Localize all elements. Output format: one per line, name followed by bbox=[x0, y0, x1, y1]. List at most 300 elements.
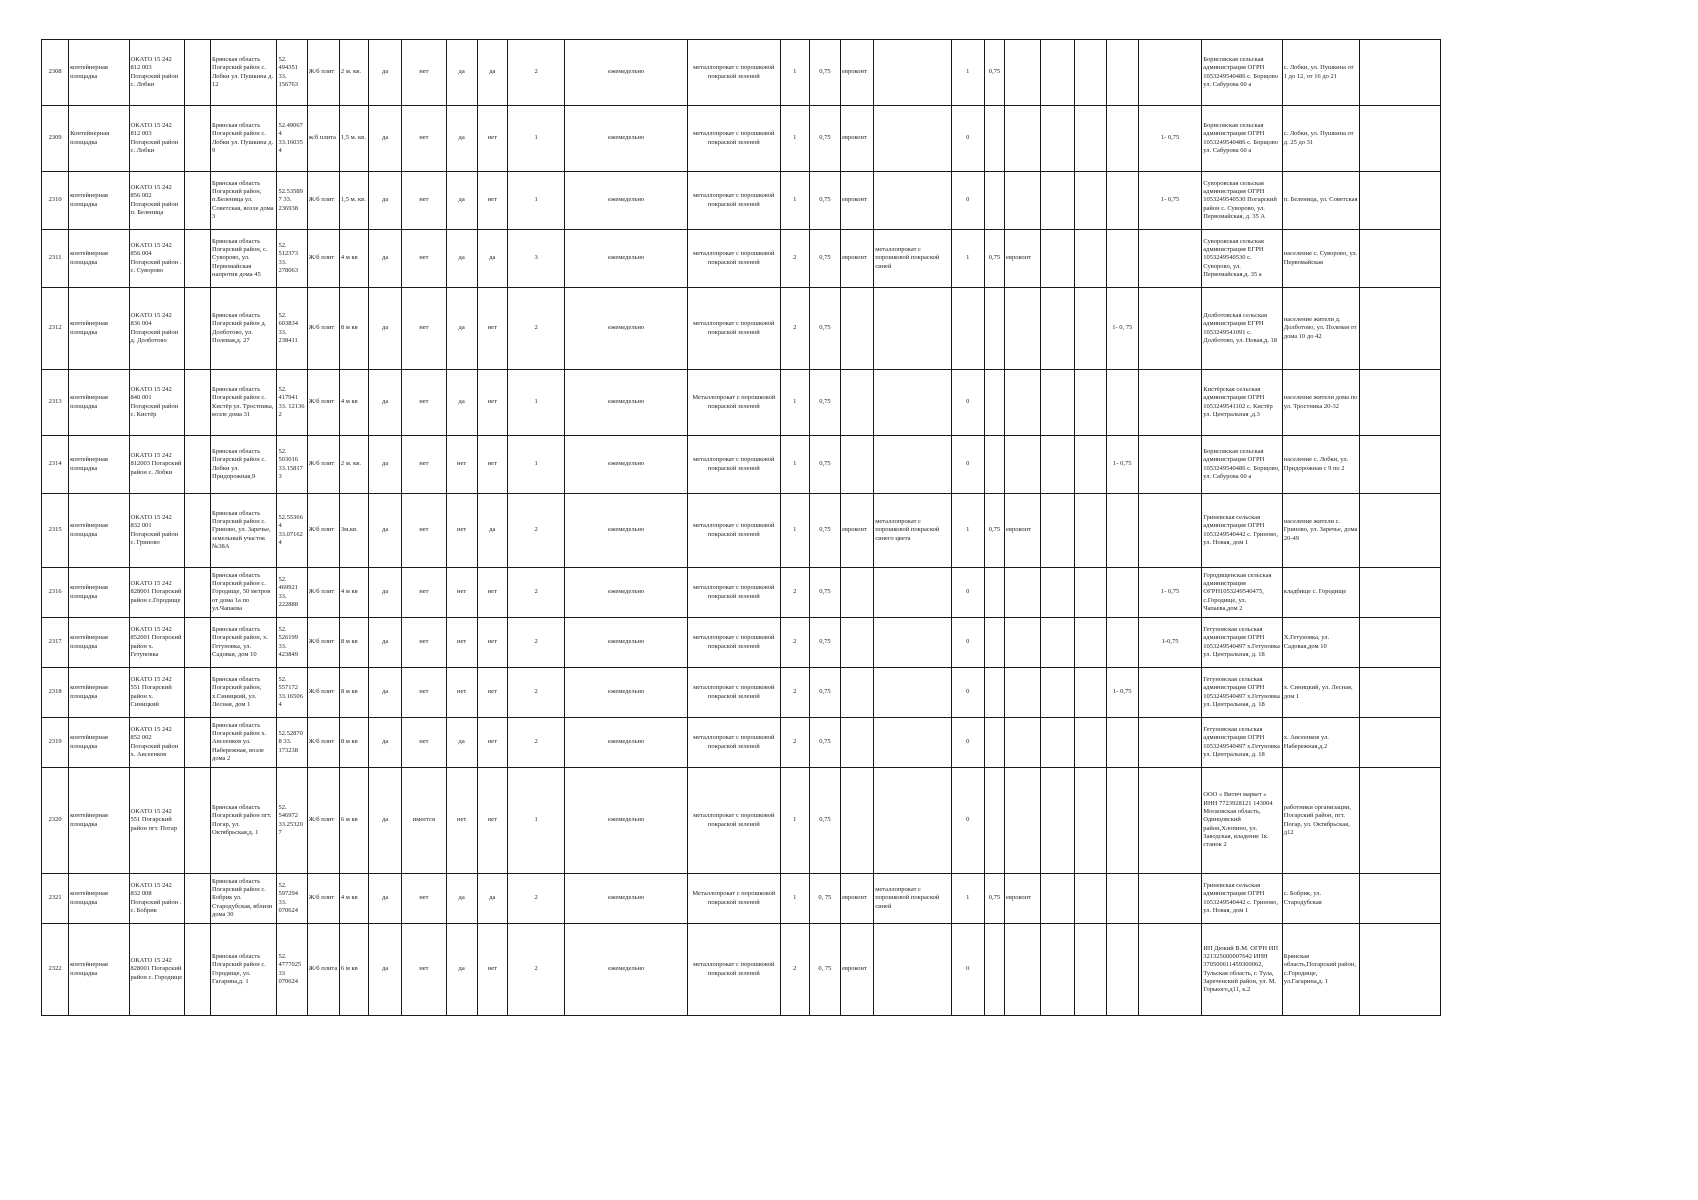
extra-cell-4: 1- 0,75 bbox=[1138, 106, 1201, 172]
waste-source-cell: с. Бобрик, ул. Стародубская bbox=[1282, 874, 1359, 924]
container-material2-cell bbox=[874, 568, 951, 618]
extra-cell-3 bbox=[1106, 768, 1138, 874]
site-type: контейнерная площадка bbox=[69, 568, 129, 618]
container-kind-cell: евроконт bbox=[841, 230, 874, 288]
table-row bbox=[42, 568, 1441, 618]
extra-cell-3 bbox=[1106, 924, 1138, 1016]
surface-cell: Ж/б плит bbox=[307, 40, 339, 106]
okato-cell: ОКАТО 15 242 812 003 Погарский район с. Лобки bbox=[129, 106, 184, 172]
container-volume2-cell: 0,75 bbox=[984, 494, 1004, 568]
containers-qty2-cell: 1 bbox=[951, 40, 984, 106]
extra-cell-3: 1- 0,75 bbox=[1106, 668, 1138, 718]
containers-qty-cell: 1 bbox=[780, 494, 809, 568]
access-cell: нет bbox=[477, 668, 507, 718]
okato-cell: ОКАТО 15 242 551 Погарский район х. Синицкий bbox=[129, 668, 184, 718]
container-volume-cell: 0,75 bbox=[809, 230, 840, 288]
schedule-cell: ежемедельно bbox=[565, 768, 688, 874]
container-volume-cell: 0,75 bbox=[809, 288, 840, 370]
row-number: 2309 bbox=[42, 106, 69, 172]
coordinates-cell: 52. 503016 33.15817 3 bbox=[277, 436, 307, 494]
container-material-cell: металлопрокат с порошковой покраской зеленой bbox=[688, 230, 781, 288]
surface-cell: Ж/б плит bbox=[307, 618, 339, 668]
surface-cell: Ж/б плит bbox=[307, 494, 339, 568]
fence-cell: да bbox=[369, 436, 402, 494]
container-kind2-cell bbox=[1005, 288, 1041, 370]
area-cell: 1,5 м. кв. bbox=[339, 172, 368, 230]
schedule-cell: ежемедельно bbox=[565, 718, 688, 768]
container-sites-table bbox=[41, 39, 1441, 1016]
owner-cell: Гриневская сельская администрация ОГРН 1053249540442 с. Гриново, ул. Новая, дом 1 bbox=[1202, 874, 1283, 924]
schedule-cell: ежемедельно bbox=[565, 568, 688, 618]
canopy-cell: нет bbox=[402, 718, 446, 768]
notes-cell bbox=[1360, 668, 1441, 718]
extra-cell-1 bbox=[1041, 568, 1075, 618]
container-volume-cell: 0,75 bbox=[809, 40, 840, 106]
containers-qty2-cell: 0 bbox=[951, 568, 984, 618]
okato-cell: ОКАТО 15 242 856 004 Погарский район . с. Суворово bbox=[129, 230, 184, 288]
fence-cell: да bbox=[369, 924, 402, 1016]
table-row bbox=[42, 436, 1441, 494]
notes-cell bbox=[1360, 768, 1441, 874]
container-kind2-cell: евроконт bbox=[1005, 874, 1041, 924]
container-kind2-cell bbox=[1005, 370, 1041, 436]
extra-cell-2 bbox=[1075, 370, 1106, 436]
surface-cell: Ж/б плит bbox=[307, 718, 339, 768]
coordinates-cell: 52.52870 8 33. 173238 bbox=[277, 718, 307, 768]
address-cell: Брянская область Погарский район с. Лобки ул. Придорожная,9 bbox=[211, 436, 277, 494]
okato-cell: ОКАТО 15 242 836 004 Погарский район д. Долботово bbox=[129, 288, 184, 370]
extra-cell-1 bbox=[1041, 106, 1075, 172]
waste-source-cell: с. Лобки, ул. Пушкина от д. 25 до 31 bbox=[1282, 106, 1359, 172]
container-material2-cell: металлопрокат с порошковой покраской синей bbox=[874, 230, 951, 288]
coordinates-cell: 52. 417941 33. 12136 2 bbox=[277, 370, 307, 436]
container-material2-cell bbox=[874, 288, 951, 370]
waste-source-cell: х. Синицкий, ул. Лесная, дом 1 bbox=[1282, 668, 1359, 718]
row-number: 2314 bbox=[42, 436, 69, 494]
container-volume-cell: 0,75 bbox=[809, 436, 840, 494]
notes-cell bbox=[1360, 924, 1441, 1016]
row-number: 2308 bbox=[42, 40, 69, 106]
table-row bbox=[42, 106, 1441, 172]
okato-cell: ОКАТО 15 242 840 001 Погарский район с. Кистёр bbox=[129, 370, 184, 436]
extra-cell-2 bbox=[1075, 106, 1106, 172]
area-cell: 6 м кв bbox=[339, 768, 368, 874]
table-row bbox=[42, 288, 1441, 370]
waste-source-cell: Брянская область,Погарский район, с.Городище, ул.Гагарина,д. 1 bbox=[1282, 924, 1359, 1016]
waste-source-cell: кладбище с. Городище bbox=[1282, 568, 1359, 618]
extra-cell-2 bbox=[1075, 494, 1106, 568]
okato-cell: ОКАТО 15 242 812 003 Погарский район с. Лобки bbox=[129, 40, 184, 106]
extra-cell-3 bbox=[1106, 718, 1138, 768]
fence-cell: да bbox=[369, 230, 402, 288]
containers-qty-cell: 1 bbox=[780, 172, 809, 230]
site-type: контейнерная площадка bbox=[69, 436, 129, 494]
containers-qty-cell: 1 bbox=[780, 874, 809, 924]
owner-cell: ИП Дюкий В.М. ОГРН ИП 321325600007642 ИНН 370500611459300062, Тульская область, г. Тула, Зареченский район, ул. М. Горького,д11, к.2 bbox=[1202, 924, 1283, 1016]
extra-cell-1 bbox=[1041, 40, 1075, 106]
extra-cell-4 bbox=[1138, 370, 1201, 436]
mark-cell bbox=[184, 768, 210, 874]
mark-cell bbox=[184, 436, 210, 494]
container-volume2-cell: 0,75 bbox=[984, 874, 1004, 924]
surface-cell: Ж/б плит bbox=[307, 668, 339, 718]
site-type: контейнерная площадка bbox=[69, 718, 129, 768]
container-material-cell: металлопрокат с порошковой покраской зеленой bbox=[688, 436, 781, 494]
table-row bbox=[42, 718, 1441, 768]
notes-cell bbox=[1360, 718, 1441, 768]
access-cell: да bbox=[477, 874, 507, 924]
extra-cell-2 bbox=[1075, 40, 1106, 106]
container-volume2-cell bbox=[984, 106, 1004, 172]
container-volume-cell: 0,75 bbox=[809, 618, 840, 668]
fence-cell: да bbox=[369, 568, 402, 618]
fence-cell: да bbox=[369, 768, 402, 874]
table-row bbox=[42, 768, 1441, 874]
mark-cell bbox=[184, 106, 210, 172]
extra-cell-1 bbox=[1041, 494, 1075, 568]
coordinates-cell: 52. 603834 33. 238411 bbox=[277, 288, 307, 370]
row-number: 2311 bbox=[42, 230, 69, 288]
mark-cell bbox=[184, 618, 210, 668]
containers-qty-cell: 1 bbox=[780, 106, 809, 172]
container-kind2-cell bbox=[1005, 172, 1041, 230]
canopy-cell: нет bbox=[402, 436, 446, 494]
address-cell: Брянская область Погарский район х. Авсеенков ул. Набережная, возле дома 2 bbox=[211, 718, 277, 768]
address-cell: Брянская область Погарский район с. Городище, 50 метров от дома 1а по ул.Чапаева bbox=[211, 568, 277, 618]
container-volume-cell: 0,75 bbox=[809, 172, 840, 230]
container-kind-cell: евроконт bbox=[841, 172, 874, 230]
container-kind-cell bbox=[841, 618, 874, 668]
container-count-cell: 2 bbox=[507, 874, 564, 924]
fence-cell: да bbox=[369, 172, 402, 230]
address-cell: Брянская область Погарский район с. Лобки ул. Пушкина д. 12 bbox=[211, 40, 277, 106]
container-count-cell: 2 bbox=[507, 668, 564, 718]
containers-qty-cell: 2 bbox=[780, 668, 809, 718]
container-material-cell: металлопрокат с порошковой покраской зеленой bbox=[688, 172, 781, 230]
container-kind-cell: евроконт bbox=[841, 40, 874, 106]
mark-cell bbox=[184, 874, 210, 924]
extra-cell-4 bbox=[1138, 494, 1201, 568]
container-count-cell: 2 bbox=[507, 568, 564, 618]
container-material-cell: металлопрокат с порошковой покраской зеленой bbox=[688, 568, 781, 618]
extra-cell-4 bbox=[1138, 924, 1201, 1016]
surface-cell: Ж/б плит bbox=[307, 370, 339, 436]
waste-source-cell: население с. Лобки, ул. Придорожная с 9 по 2 bbox=[1282, 436, 1359, 494]
schedule-cell: ежемедельно bbox=[565, 668, 688, 718]
surface-cell: Ж/б плит bbox=[307, 230, 339, 288]
row-number: 2312 bbox=[42, 288, 69, 370]
container-count-cell: 2 bbox=[507, 494, 564, 568]
container-material2-cell bbox=[874, 370, 951, 436]
extra-cell-4 bbox=[1138, 40, 1201, 106]
container-material-cell: металлопрокат с порошковой покраской зеленой bbox=[688, 618, 781, 668]
owner-cell: Гриневская сельская администрация ОГРН 1053249540442 с. Гриново, ул. Новая, дом 1 bbox=[1202, 494, 1283, 568]
owner-cell: Гетуновская сельская администрация ОГРН 1053249540497 х.Гетуновка ул. Центральная, д. 18 bbox=[1202, 618, 1283, 668]
coordinates-cell: 52.55366 4 33.07162 4 bbox=[277, 494, 307, 568]
containers-qty2-cell: 1 bbox=[951, 874, 984, 924]
container-volume-cell: 0,75 bbox=[809, 568, 840, 618]
lighting-cell: да bbox=[446, 40, 477, 106]
access-cell: нет bbox=[477, 618, 507, 668]
owner-cell: Борисовская сельская администрация ОГРН 1053249540486 с. Борщово ул. Сабурова 60 а bbox=[1202, 106, 1283, 172]
coordinates-cell: 52. 526199 33. 423849 bbox=[277, 618, 307, 668]
container-count-cell: 2 bbox=[507, 718, 564, 768]
address-cell: Брянская область Погарский район с. Кистёр ул. Тростника, возле дома 31 bbox=[211, 370, 277, 436]
notes-cell bbox=[1360, 230, 1441, 288]
container-kind2-cell: евроконт bbox=[1005, 494, 1041, 568]
area-cell: 4 м кв bbox=[339, 568, 368, 618]
canopy-cell: нет bbox=[402, 924, 446, 1016]
okato-cell: ОКАТО 15 242 832 008 Погарский район . с. Бобрик bbox=[129, 874, 184, 924]
area-cell: 1,5 м. кв. bbox=[339, 106, 368, 172]
schedule-cell: ежемедельно bbox=[565, 230, 688, 288]
containers-qty2-cell: 0 bbox=[951, 924, 984, 1016]
okato-cell: ОКАТО 15 242 828001 Погарский район с.Городище bbox=[129, 568, 184, 618]
notes-cell bbox=[1360, 618, 1441, 668]
notes-cell bbox=[1360, 40, 1441, 106]
container-material-cell: металлопрокат с порошковой покраской зеленой bbox=[688, 494, 781, 568]
surface-cell: ж/б плита bbox=[307, 106, 339, 172]
owner-cell: Борисовская сельская администрация ОГРН 1053249540486 с. Борщово, ул. Сабурова 60 а bbox=[1202, 436, 1283, 494]
container-material2-cell bbox=[874, 668, 951, 718]
area-cell: 8 м кв bbox=[339, 718, 368, 768]
access-cell: нет bbox=[477, 370, 507, 436]
lighting-cell: да bbox=[446, 106, 477, 172]
mark-cell bbox=[184, 668, 210, 718]
area-cell: 3м.кв. bbox=[339, 494, 368, 568]
lighting-cell: нет bbox=[446, 494, 477, 568]
lighting-cell: нет bbox=[446, 668, 477, 718]
extra-cell-2 bbox=[1075, 436, 1106, 494]
container-kind-cell bbox=[841, 768, 874, 874]
surface-cell: Ж/б плит bbox=[307, 568, 339, 618]
extra-cell-4 bbox=[1138, 668, 1201, 718]
okato-cell: ОКАТО 15 242 828001 Погарский район с. Городище bbox=[129, 924, 184, 1016]
area-cell: 8 м кв bbox=[339, 668, 368, 718]
container-volume-cell: 0,75 bbox=[809, 370, 840, 436]
container-volume2-cell bbox=[984, 718, 1004, 768]
okato-cell: ОКАТО 15 242 832 001 Погарский район с. Гриново bbox=[129, 494, 184, 568]
okato-cell: ОКАТО 15 242 812003 Погарский район с. Лобки bbox=[129, 436, 184, 494]
site-type: контейнерная площадка bbox=[69, 288, 129, 370]
site-type: контейнерная площадка bbox=[69, 924, 129, 1016]
table-row bbox=[42, 618, 1441, 668]
site-type: контейнерная площадка bbox=[69, 172, 129, 230]
container-kind-cell bbox=[841, 668, 874, 718]
notes-cell bbox=[1360, 568, 1441, 618]
site-type: контейнерная площадка bbox=[69, 668, 129, 718]
waste-source-cell: население жители д. Долботово, ул. Полевая от дома 10 до 42 bbox=[1282, 288, 1359, 370]
owner-cell: ООО « Витич маркет » ИНН 7723928121 143004 Московская область, Одинцовский район,Хлопино, ул. Заводская, владение 1к. станок 2 bbox=[1202, 768, 1283, 874]
canopy-cell: нет bbox=[402, 494, 446, 568]
site-type: контейнерная площадка bbox=[69, 618, 129, 668]
site-type: контейнерная площадка bbox=[69, 494, 129, 568]
containers-qty2-cell: 0 bbox=[951, 668, 984, 718]
owner-cell: Суворовская сельская администрация ОГРН 1053249540530 Погарский район с. Суворово, ул. Первомайская, д. 35 А bbox=[1202, 172, 1283, 230]
extra-cell-4 bbox=[1138, 768, 1201, 874]
container-kind-cell bbox=[841, 436, 874, 494]
extra-cell-1 bbox=[1041, 288, 1075, 370]
containers-qty-cell: 1 bbox=[780, 40, 809, 106]
lighting-cell: да bbox=[446, 874, 477, 924]
container-volume2-cell: 0,75 bbox=[984, 40, 1004, 106]
containers-qty-cell: 2 bbox=[780, 568, 809, 618]
extra-cell-3 bbox=[1106, 494, 1138, 568]
address-cell: Брянская область Погарский район, с. Суворово, ул. Первомайская напротив дома 45 bbox=[211, 230, 277, 288]
access-cell: нет bbox=[477, 768, 507, 874]
container-material-cell: металлопрокат с порошковой покраской зеленой bbox=[688, 924, 781, 1016]
container-count-cell: 1 bbox=[507, 106, 564, 172]
canopy-cell: имеется bbox=[402, 768, 446, 874]
area-cell: 4 м кв bbox=[339, 370, 368, 436]
extra-cell-4 bbox=[1138, 230, 1201, 288]
container-volume-cell: 0,75 bbox=[809, 494, 840, 568]
row-number: 2317 bbox=[42, 618, 69, 668]
container-kind-cell bbox=[841, 718, 874, 768]
containers-qty-cell: 2 bbox=[780, 230, 809, 288]
extra-cell-2 bbox=[1075, 172, 1106, 230]
lighting-cell: да bbox=[446, 924, 477, 1016]
row-number: 2321 bbox=[42, 874, 69, 924]
mark-cell bbox=[184, 494, 210, 568]
container-volume2-cell bbox=[984, 288, 1004, 370]
container-kind-cell: евроконт bbox=[841, 494, 874, 568]
container-kind-cell bbox=[841, 568, 874, 618]
container-volume2-cell: 0,75 bbox=[984, 230, 1004, 288]
area-cell: 2 м. кв. bbox=[339, 40, 368, 106]
container-kind2-cell bbox=[1005, 718, 1041, 768]
notes-cell bbox=[1360, 106, 1441, 172]
lighting-cell: да bbox=[446, 370, 477, 436]
lighting-cell: да bbox=[446, 718, 477, 768]
waste-source-cell: работники организации, Погарский район, пгт. Погар, ул. Октябрьская, д12 bbox=[1282, 768, 1359, 874]
site-type: контейнерная площадка bbox=[69, 230, 129, 288]
canopy-cell: нет bbox=[402, 568, 446, 618]
extra-cell-4 bbox=[1138, 288, 1201, 370]
lighting-cell: нет bbox=[446, 618, 477, 668]
schedule-cell: ежемедельно bbox=[565, 172, 688, 230]
container-material2-cell bbox=[874, 618, 951, 668]
containers-qty2-cell: 0 bbox=[951, 718, 984, 768]
access-cell: нет bbox=[477, 568, 507, 618]
containers-qty2-cell: 0 bbox=[951, 172, 984, 230]
access-cell: нет bbox=[477, 718, 507, 768]
containers-qty-cell: 2 bbox=[780, 288, 809, 370]
extra-cell-1 bbox=[1041, 436, 1075, 494]
container-kind2-cell bbox=[1005, 436, 1041, 494]
mark-cell bbox=[184, 230, 210, 288]
coordinates-cell: 52.53589 7 33. 236938 bbox=[277, 172, 307, 230]
waste-source-cell: с. Лобки, ул. Пушкина от 1 до 12, от 16 до 21 bbox=[1282, 40, 1359, 106]
okato-cell: ОКАТО 15 242 852001 Погарский район х. Гетуновка bbox=[129, 618, 184, 668]
table-row bbox=[42, 40, 1441, 106]
container-volume-cell: 0, 75 bbox=[809, 874, 840, 924]
container-count-cell: 2 bbox=[507, 288, 564, 370]
access-cell: нет bbox=[477, 172, 507, 230]
area-cell: 8 м кв bbox=[339, 288, 368, 370]
owner-cell: Гетуновская сельская администрация ОГРН 1053249540497 х.Гетуновка ул. Центральная, д. 18 bbox=[1202, 668, 1283, 718]
address-cell: Брянская область Погарский район, х.Синицкий, ул. Лесная, дом 1 bbox=[211, 668, 277, 718]
extra-cell-1 bbox=[1041, 172, 1075, 230]
surface-cell: Ж/б плит bbox=[307, 172, 339, 230]
schedule-cell: ежемедельно bbox=[565, 370, 688, 436]
surface-cell: Ж/б плит bbox=[307, 288, 339, 370]
canopy-cell: нет bbox=[402, 288, 446, 370]
container-count-cell: 1 bbox=[507, 370, 564, 436]
mark-cell bbox=[184, 288, 210, 370]
access-cell: нет bbox=[477, 436, 507, 494]
owner-cell: Борисовская сельская администрация ОГРН 1053249540486 с. Борщово ул. Сабурова 60 а bbox=[1202, 40, 1283, 106]
mark-cell bbox=[184, 924, 210, 1016]
container-material-cell: металлопрокат с порошковой покраской зеленой bbox=[688, 668, 781, 718]
address-cell: Брянская область Погарский район пгт. Погар, ул. Октябрьская,д. 1 bbox=[211, 768, 277, 874]
containers-qty2-cell: 0 bbox=[951, 768, 984, 874]
notes-cell bbox=[1360, 436, 1441, 494]
container-volume2-cell bbox=[984, 618, 1004, 668]
container-material-cell: металлопрокат с порошковой покраской зеленой bbox=[688, 718, 781, 768]
area-cell: 4 м кв bbox=[339, 874, 368, 924]
schedule-cell: ежемедельно bbox=[565, 106, 688, 172]
fence-cell: да bbox=[369, 40, 402, 106]
extra-cell-2 bbox=[1075, 230, 1106, 288]
containers-qty2-cell: 0 bbox=[951, 618, 984, 668]
mark-cell bbox=[184, 172, 210, 230]
extra-cell-3 bbox=[1106, 230, 1138, 288]
okato-cell: ОКАТО 15 242 551 Погарский район пгт. Погар bbox=[129, 768, 184, 874]
fence-cell: да bbox=[369, 106, 402, 172]
owner-cell: Гетуновская сельская администрация ОГРН 1053249540497 х.Гетуновка ул. Центральная, д. 18 bbox=[1202, 718, 1283, 768]
fence-cell: да bbox=[369, 874, 402, 924]
containers-qty2-cell bbox=[951, 288, 984, 370]
container-volume2-cell bbox=[984, 370, 1004, 436]
extra-cell-1 bbox=[1041, 230, 1075, 288]
surface-cell: Ж/б плит bbox=[307, 768, 339, 874]
schedule-cell: ежемедельно bbox=[565, 436, 688, 494]
lighting-cell: нет bbox=[446, 436, 477, 494]
containers-qty-cell: 2 bbox=[780, 618, 809, 668]
fence-cell: да bbox=[369, 494, 402, 568]
access-cell: нет bbox=[477, 106, 507, 172]
container-kind2-cell bbox=[1005, 924, 1041, 1016]
extra-cell-3 bbox=[1106, 172, 1138, 230]
okato-cell: ОКАТО 15 242 852 002 Погарский район х. Авсеенков bbox=[129, 718, 184, 768]
containers-qty2-cell: 0 bbox=[951, 436, 984, 494]
okato-cell: ОКАТО 15 242 856 002 Погарский район п. Беленица bbox=[129, 172, 184, 230]
waste-source-cell: х. Авсеенков ул. Набережная,д.2 bbox=[1282, 718, 1359, 768]
table-row bbox=[42, 494, 1441, 568]
container-kind2-cell bbox=[1005, 668, 1041, 718]
container-count-cell: 2 bbox=[507, 924, 564, 1016]
container-kind-cell: евроконт bbox=[841, 106, 874, 172]
notes-cell bbox=[1360, 172, 1441, 230]
surface-cell: Ж/б плит bbox=[307, 874, 339, 924]
area-cell: 8 м кв bbox=[339, 618, 368, 668]
container-volume2-cell bbox=[984, 436, 1004, 494]
container-volume2-cell bbox=[984, 172, 1004, 230]
container-kind-cell bbox=[841, 370, 874, 436]
container-volume-cell: 0, 75 bbox=[809, 924, 840, 1016]
table-row bbox=[42, 230, 1441, 288]
container-kind2-cell bbox=[1005, 106, 1041, 172]
extra-cell-1 bbox=[1041, 370, 1075, 436]
container-material-cell: металлопрокат с порошковой покраской зеленой bbox=[688, 40, 781, 106]
owner-cell: Городищенская сельская администрация ОГРН1053249540475, с.Городище, ул. Чапаева,дом 2 bbox=[1202, 568, 1283, 618]
address-cell: Брянская область Погарский район с. Лобки ул. Пушкина д. 9 bbox=[211, 106, 277, 172]
coordinates-cell: 52. 469921 33. 222888 bbox=[277, 568, 307, 618]
fence-cell: да bbox=[369, 618, 402, 668]
container-kind2-cell bbox=[1005, 618, 1041, 668]
access-cell: да bbox=[477, 230, 507, 288]
